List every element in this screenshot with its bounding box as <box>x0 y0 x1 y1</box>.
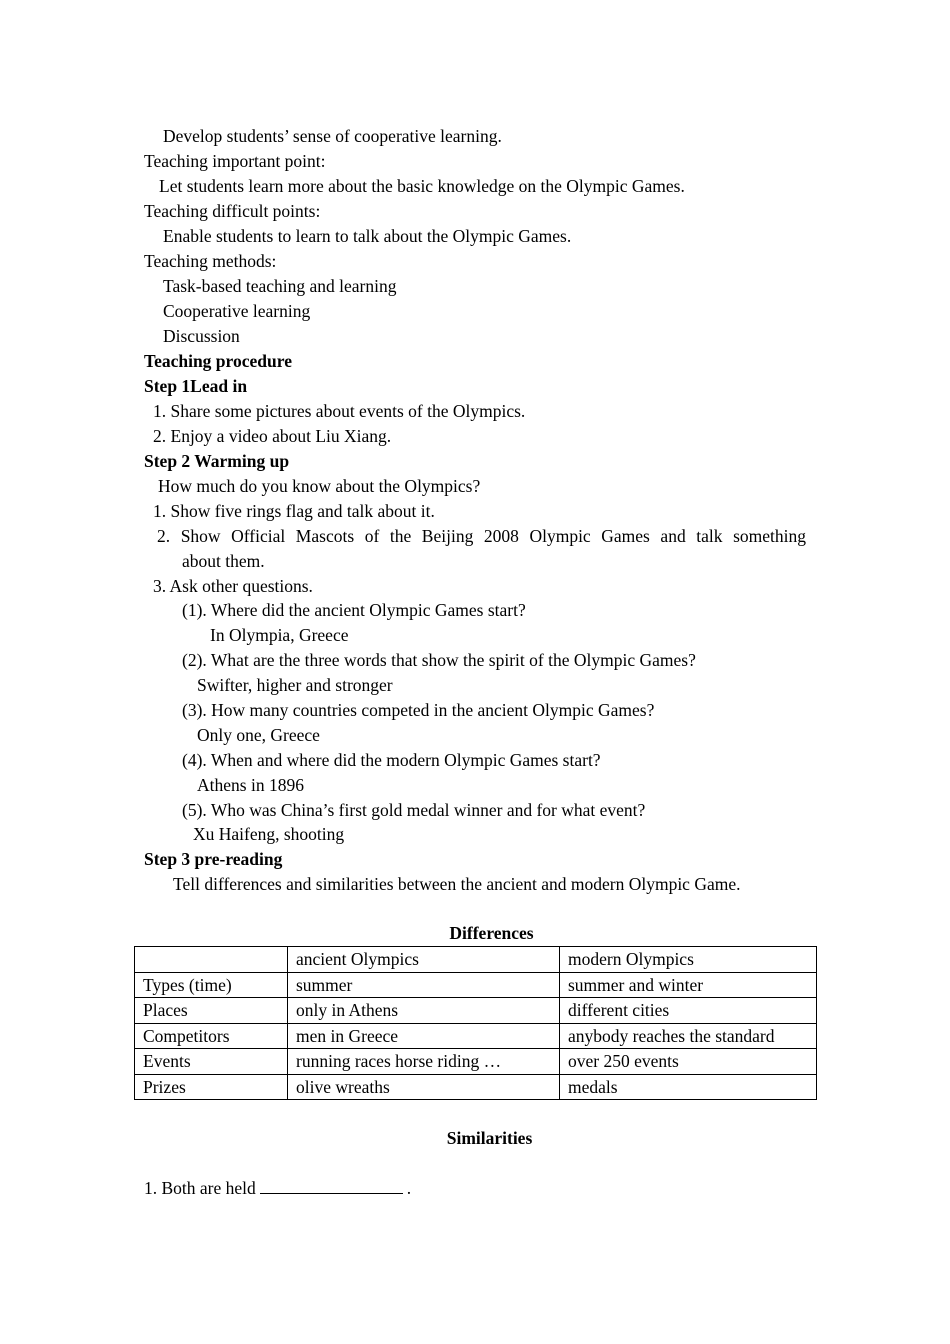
difficult-points-text: Enable students to learn to talk about the Olympic Games. <box>163 226 572 246</box>
table-cell: only in Athens <box>288 998 560 1024</box>
table-cell: Types (time) <box>135 972 288 998</box>
similarity-item <box>144 1176 411 1201</box>
table-cell: medals <box>560 1074 817 1100</box>
differences-title: Differences <box>449 923 534 943</box>
step2-item: 2. Show Official Mascots of the Beijing 2008 Olympic Games and talk something <box>157 526 806 546</box>
table-cell: anybody reaches the standard <box>560 1023 817 1049</box>
step1-item: 2. Enjoy a video about Liu Xiang. <box>153 426 392 446</box>
method-item: Cooperative learning <box>163 301 311 321</box>
difficult-points-heading: Teaching difficult points: <box>144 201 321 221</box>
step3-heading: Step 3 pre-reading <box>144 849 283 869</box>
question: (1). Where did the ancient Olympic Games start? <box>182 600 526 620</box>
step3-intro: Tell differences and similarities between the ancient and modern Olympic Game. <box>173 874 741 894</box>
methods-heading: Teaching methods: <box>144 251 277 271</box>
similarity-item-end: . <box>406 1178 412 1198</box>
question: (4). When and where did the modern Olympic Games start? <box>182 750 601 770</box>
table-row <box>135 1074 817 1100</box>
important-point-text: Let students learn more about the basic knowledge on the Olympic Games. <box>159 176 685 196</box>
step1-item: 1. Share some pictures about events of the Olympics. <box>153 401 526 421</box>
step2-item: 1. Show five rings flag and talk about it. <box>153 501 435 521</box>
table-header-cell: ancient Olympics <box>288 947 560 973</box>
table-cell: different cities <box>560 998 817 1024</box>
procedure-heading: Teaching procedure <box>144 351 292 371</box>
table-header-row <box>135 947 817 973</box>
step1-heading: Step 1Lead in <box>144 376 248 396</box>
question: (5). Who was China’s first gold medal winner and for what event? <box>182 800 646 820</box>
table-cell: over 250 events <box>560 1049 817 1075</box>
question: (2). What are the three words that show the spirit of the Olympic Games? <box>182 650 696 670</box>
similarity-item-text: 1. Both are held <box>144 1178 256 1198</box>
table-cell: summer <box>288 972 560 998</box>
table-cell: Competitors <box>135 1023 288 1049</box>
question: (3). How many countries competed in the ancient Olympic Games? <box>182 700 655 720</box>
differences-table <box>134 946 817 1100</box>
answer: Swifter, higher and stronger <box>197 675 393 695</box>
table-cell: running races horse riding … <box>288 1049 560 1075</box>
step2-item-continued: about them. <box>182 551 265 571</box>
method-item: Discussion <box>163 326 240 346</box>
table-row <box>135 972 817 998</box>
answer: Athens in 1896 <box>197 775 304 795</box>
step2-intro: How much do you know about the Olympics? <box>158 476 481 496</box>
table-cell: Places <box>135 998 288 1024</box>
table-cell: summer and winter <box>560 972 817 998</box>
table-row <box>135 998 817 1024</box>
step2-heading: Step 2 Warming up <box>144 451 290 471</box>
table-cell: men in Greece <box>288 1023 560 1049</box>
table-header-cell <box>135 947 288 973</box>
table-cell: Events <box>135 1049 288 1075</box>
step2-item: 3. Ask other questions. <box>153 576 313 596</box>
table-cell: Prizes <box>135 1074 288 1100</box>
table-header-cell: modern Olympics <box>560 947 817 973</box>
answer: Only one, Greece <box>197 725 320 745</box>
answer: In Olympia, Greece <box>210 625 349 645</box>
answer: Xu Haifeng, shooting <box>193 824 345 844</box>
table-row <box>135 1049 817 1075</box>
table-row <box>135 1023 817 1049</box>
method-item: Task-based teaching and learning <box>163 276 397 296</box>
objective-text: Develop students’ sense of cooperative learning. <box>163 126 502 146</box>
fill-in-blank[interactable] <box>260 1176 403 1194</box>
table-cell: olive wreaths <box>288 1074 560 1100</box>
important-point-heading: Teaching important point: <box>144 151 326 171</box>
similarities-title: Similarities <box>446 1128 533 1148</box>
